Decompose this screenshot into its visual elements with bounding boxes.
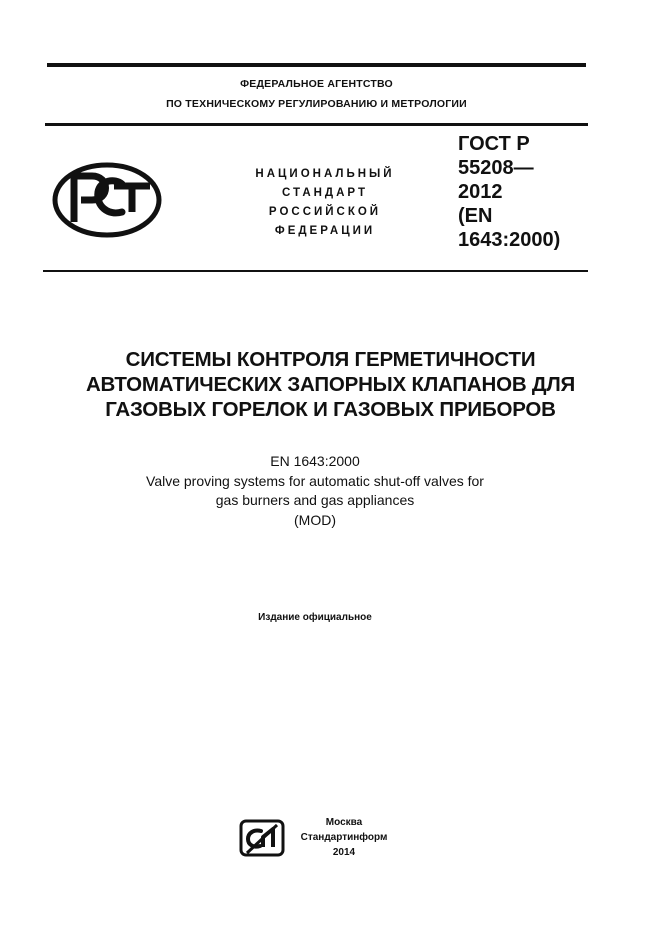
top-rule: [47, 63, 586, 67]
publisher-year: 2014: [332, 847, 356, 858]
title-line3: ГАЗОВЫХ ГОРЕЛОК И ГАЗОВЫХ ПРИБОРОВ: [105, 398, 556, 421]
standartinform-logo-icon: [239, 819, 285, 862]
agency-name-line2: ПО ТЕХНИЧЕСКОМУ РЕГУЛИРОВАНИЮ И МЕТРОЛОГИИ: [166, 98, 467, 110]
publisher-city: Москва: [325, 817, 363, 828]
standard-type: [240, 165, 410, 241]
publisher-name: Стандартинформ: [300, 832, 388, 843]
document-title: [40, 347, 621, 422]
title-line2: АВТОМАТИЧЕСКИХ ЗАПОРНЫХ КЛАПАНОВ ДЛЯ: [85, 373, 576, 396]
designation-line4: (EN: [458, 205, 493, 227]
section-rule: [43, 270, 588, 272]
standard-type-line4: ФЕДЕРАЦИИ: [274, 225, 376, 237]
publisher-block: [289, 815, 399, 860]
standard-type-line2: СТАНДАРТ: [282, 187, 368, 199]
designation-line3: 2012: [458, 181, 503, 203]
standard-type-line1: НАЦИОНАЛЬНЫЙ: [255, 168, 395, 180]
standard-designation: [458, 132, 560, 252]
english-title-line1: EN 1643:2000: [270, 453, 360, 469]
designation-line1: ГОСТ Р: [458, 133, 530, 155]
edition-label: Издание официальное: [258, 612, 372, 623]
designation-line5: 1643:2000): [458, 229, 561, 251]
agency-name-line1: ФЕДЕРАЛЬНОЕ АГЕНТСТВО: [240, 78, 393, 90]
title-line1: СИСТЕМЫ КОНТРОЛЯ ГЕРМЕТИЧНОСТИ: [125, 348, 536, 371]
english-title-line4: (MOD): [294, 511, 336, 528]
english-title-line3: gas burners and gas appliances: [215, 492, 415, 508]
english-title-line2: Valve proving systems for automatic shut-off valves for: [146, 472, 484, 489]
designation-line2: 55208—: [458, 157, 534, 179]
header-rule: [45, 123, 588, 126]
rst-certification-mark-icon: [52, 162, 162, 243]
standard-type-line3: РОССИЙСКОЙ: [268, 206, 382, 218]
english-title: [100, 452, 530, 530]
